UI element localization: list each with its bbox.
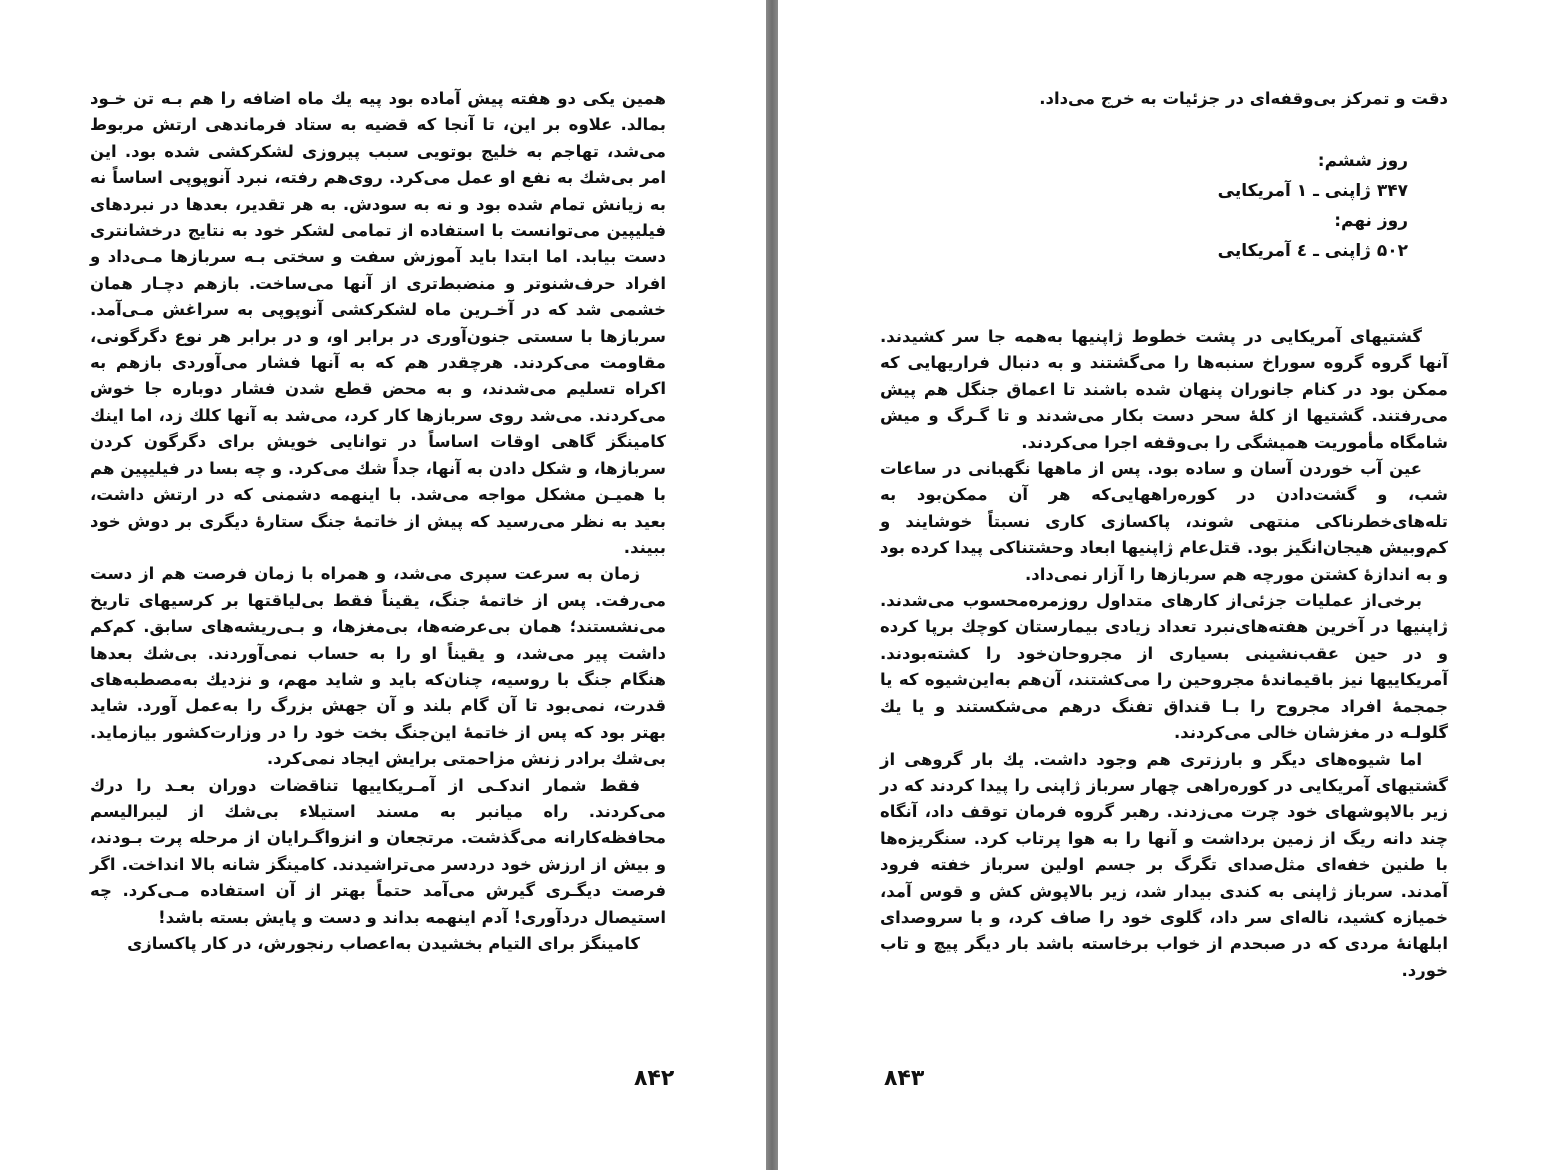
casualty-stats xyxy=(1218,146,1408,266)
left-page xyxy=(0,0,766,1170)
stat-count: ۳۴۷ ژاپنی ـ ۱ آمریکایی xyxy=(1217,181,1408,201)
paragraph: فقط شمار اندکـی از آمـریکاییها تناقضات دوران بعـد را درك می‌کردند. راه میانبر به مسند استیلاء بی‌شك از لیبرالیسم محافظه‌کارانه می‌گذشت. مرتجعان و انزواگـرایان از مرحله پرت بـودند، و بیش از ارزش خود دردسر می‌تراشیدند. کامینگز شانه بالا انداخت. اگر فرصت دیگـری گیرش می‌آمد حتماً بهتر از آن استفاده مـی‌کرد. چه استیصال دردآوری! آدم اینهمه بداند و دست و پایش بسته باشد! xyxy=(90,775,666,927)
left-page-body xyxy=(90,86,666,957)
book-spine-divider xyxy=(766,0,778,1170)
paragraph: برخی‌از عملیات جزئی‌از کارهای متداول روزمره‌محسوب می‌شدند. ژاپنیها در آخرین هفته‌های‌نبرد تعداد زیادی بیمارستان کوچك برپا کرده و در حین عقب‌نشینی بسیاری از مجروحان‌خود را کشته‌بودند. آمریکاییها نیز باقیماندهٔ مجروحین را می‌کشتند، آن‌هم به‌این‌شیوه که یا جمجمهٔ افراد مجروح را بـا قنداق تفنگ درهم می‌شکستند و یا یك گلولـه در مغزشان خالی می‌کردند. xyxy=(880,591,1448,743)
paragraph: گشتیهای آمریکایی در پشت خطوط ژاپنیها به‌همه جا سر کشیدند. آنها گروه گروه سوراخ سنبه‌ها را می‌گشتند و به دنبال فراریهایی که ممکن بود در کنام جانوران پنهان شده باشند تا اعماق جنگل هم پیش می‌رفتند. گشتیها از کلهٔ سحر دست بکار می‌شدند و تا گـرگ و میش شامگاه مأموریت همیشگی را بی‌وقفه اجرا می‌کردند. xyxy=(880,327,1448,452)
stat-day-label: روز ششم: xyxy=(1317,151,1408,171)
right-page-body xyxy=(880,324,1448,984)
intro-line xyxy=(876,86,1448,112)
stat-count: ۵۰۲ ژاپنی ـ ٤ آمریکایی xyxy=(1217,241,1408,261)
right-page xyxy=(778,0,1548,1170)
page-number: ۸۴۳ xyxy=(884,1066,925,1091)
paragraph: اما شیوه‌های دیگر و بارزتری هم وجود داشت. یك بار گروهی از گشتیهای آمریکایی در کوره‌راهی چهار سرباز ژاپنی را پیدا کردند که در زیر بالاپوشهای خود چرت می‌زدند. رهبر گروه فرمان توقف داد، آنگاه چند دانه ریگ از زمین برداشت و آنها را به هوا پرتاب کرد. سنگریزه‌ها با طنین خفه‌ای مثل‌صدای تگرگ بر جسم اولین سرباز خفته فرود آمدند. سرباز ژاپنی به کندی بیدار شد، زیر بالاپوش کش و قوس آمد، خمیازه کشید، ناله‌ای سر داد، گلوی خود را صاف کرد، و با سروصدای ابلهانهٔ مردی که در صبحدم از خواب برخاسته باشد بار دیگر پیچ و تاب خورد. xyxy=(880,749,1448,980)
paragraph: همین یکی دو هفته پیش آماده بود پیه یك ماه اضافه را هم بـه تن خـود بمالد. علاوه بر این، تا آنجا که قضیه به ستاد فرماندهی ارتش مربوط می‌شد، تهاجم به خلیج بوتویی سبب پیروزی لشکرکشی شده بود. این امر بی‌شك به نفع او عمل می‌کرد. روی‌هم رفته، نبرد آنوپوپی اساساً نه به زیانش تمام شده بود و نه به سودش. به هر تقدیر، بعدها در نبردهای فیلیپین می‌توانست با استفاده از تمامی لشکر خود به نتایج درخشانتری دست بیابد. اما ابتدا باید آموزش سفت و سختی بـه سربازها مـی‌داد و افراد حرف‌شنوتر و منضبط‌تری از آنها می‌ساخت. بازهم دچـار همان خشمی شد که در آخـرین ماه لشکرکشی آنوپوپی به سراغش مـی‌آمد. سربازها با سستی جنون‌آوری در برابر او، و در برابر هر نوع دگرگونی، مقاومت می‌کردند. هرچقدر هم که به آنها فشار می‌آوردی بازهم به اکراه تسلیم می‌شدند، و به محض قطع شدن فشار دوباره جا خوش می‌کردند. می‌شد روی سربازها کار کرد، می‌شد به آنها کلك زد، اما اینك کامینگز گاهی اوقات اساساً در توانایی خویش برای دگرگون کردن سربازها، و شکل دادن به آنها، جداً شك می‌کرد. و چه بسا در فیلیپین هم با همیـن مشکل مواجه می‌شد. با اینهمه دشمنی که در ارتش داشت، بعید به نظر می‌رسید که پیش از خاتمهٔ جنگ ستارهٔ دیگری بر دوش خود ببیند. xyxy=(90,89,666,557)
paragraph: زمان به سرعت سپری می‌شد، و همراه با زمان فرصت هم از دست می‌رفت. پس از خاتمهٔ جنگ، یقیناً فقط بی‌لیاقتها بر کرسیهای تاریخ می‌نشستند؛ همان بی‌عرضه‌ها، بی‌مغزها، و بـی‌ریشه‌های سابق. کم‌کم داشت پیر می‌شد، و یقیناً او را به حساب نمی‌آوردند. بی‌شك بعدها هنگام جنگ با روسیه، چنان‌که باید و شاید مهم، و نزدیك به‌مصطبه‌های قدرت، نمی‌بود تا آن گام بلند و آن جهش بزرگ را به‌عمل آورد. شاید بهتر بود که پس از خاتمهٔ این‌جنگ بخت خود را در وزارت‌کشور بیازماید. بی‌شك برادر زنش مزاحمتی برایش ایجاد نمی‌کرد. xyxy=(90,564,666,769)
paragraph: دقت و تمرکز بی‌وقفه‌ای در جزئیات به خرج می‌داد. xyxy=(1039,89,1448,108)
page-number: ۸۴۲ xyxy=(634,1066,675,1091)
stat-day-label: روز نهم: xyxy=(1334,211,1408,231)
paragraph: عین آب خوردن آسان و ساده بود. پس از ماهها نگهبانی در ساعات شب، و گشت‌دادن در کوره‌راههایی‌که هر آن ممکن‌بود به تله‌های‌خطرناکی منتهی شوند، پاکسازی کاری نسبتاً خوشایند و کم‌وبیش هیجان‌انگیز بود. قتل‌عام ژاپنیها ابعاد وحشتناکی پیدا کرده بود و به اندازهٔ کشتن مورچه هم سربازها را آزار نمی‌داد. xyxy=(880,459,1448,584)
paragraph: کامینگز برای التیام بخشیدن به‌اعصاب رنجورش، در کار پاکسازی xyxy=(127,934,640,953)
